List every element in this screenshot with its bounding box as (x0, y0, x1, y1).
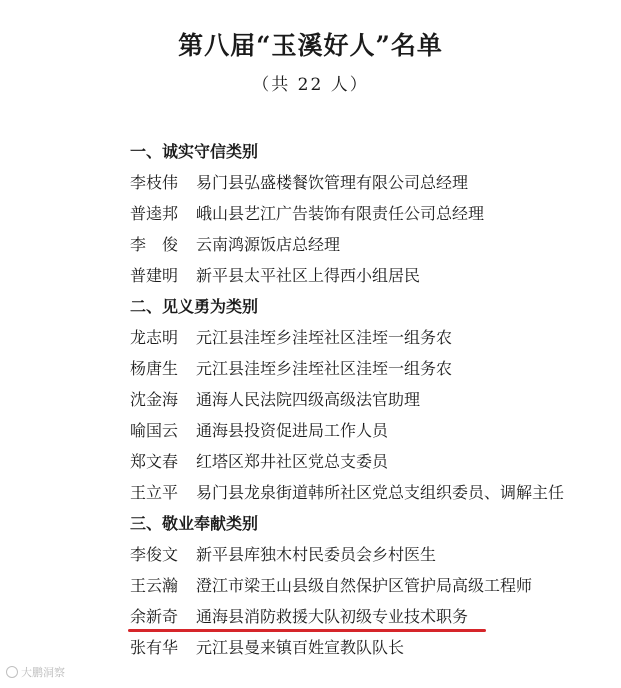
list-item (130, 415, 610, 446)
list-item (130, 353, 610, 384)
person-description: 通海县消防救援大队初级专业技术职务 (196, 607, 469, 626)
person-name: 王云瀚 (130, 576, 179, 595)
section-heading-honesty: 一、诚实守信类别 (130, 142, 259, 161)
person-description: 新平县库独木村民委员会乡村医生 (196, 545, 437, 564)
list-item (130, 260, 610, 291)
person-name: 杨唐生 (130, 359, 179, 378)
section-heading-dedication: 三、敬业奉献类别 (130, 514, 259, 533)
person-name: 普建明 (130, 266, 179, 285)
list-item-highlighted (130, 601, 610, 632)
person-name: 李 俊 (130, 235, 179, 254)
person-description: 元江县洼垤乡洼垤社区洼垤一组务农 (196, 359, 453, 378)
page-title: 第八届“玉溪好人”名单 (178, 31, 443, 60)
person-name: 李俊文 (130, 545, 179, 564)
list-item (130, 167, 610, 198)
list-item (130, 384, 610, 415)
list-item (130, 322, 610, 353)
person-description: 澄江市梁王山县级自然保护区管护局高级工程师 (196, 576, 533, 595)
list-item (130, 632, 610, 663)
person-name: 余新奇 (130, 607, 179, 626)
list-item (130, 229, 610, 260)
person-description: 通海人民法院四级高级法官助理 (196, 390, 421, 409)
watermark-logo-icon (6, 666, 18, 678)
person-description: 通海县投资促进局工作人员 (196, 421, 389, 440)
person-name: 王立平 (130, 483, 179, 502)
person-description: 云南鸿源饭店总经理 (196, 235, 341, 254)
person-description: 元江县洼垤乡洼垤社区洼垤一组务农 (196, 328, 453, 347)
person-description: 峨山县艺江广告装饰有限责任公司总经理 (196, 204, 485, 223)
list-item (130, 477, 610, 508)
list-item (130, 198, 610, 229)
person-description: 易门县弘盛楼餐饮管理有限公司总经理 (196, 173, 469, 192)
list-item (130, 539, 610, 570)
person-description: 红塔区郑井社区党总支委员 (196, 452, 389, 471)
person-name: 郑文春 (130, 452, 179, 471)
name-list (130, 136, 610, 663)
person-description: 元江县曼来镇百姓宣教队队长 (196, 638, 405, 657)
list-item (130, 446, 610, 477)
page-subtitle: （共 22 人） (252, 75, 369, 95)
section-heading-bravery: 二、见义勇为类别 (130, 297, 259, 316)
person-description: 易门县龙泉街道韩所社区党总支组织委员、调解主任 (196, 483, 565, 502)
red-underline-annotation (128, 629, 486, 632)
person-name: 李枝伟 (130, 173, 179, 192)
watermark (6, 664, 65, 680)
person-name: 喻国云 (130, 421, 179, 440)
person-name: 张有华 (130, 638, 179, 657)
person-name: 龙志明 (130, 328, 179, 347)
person-description: 新平县太平社区上得西小组居民 (196, 266, 421, 285)
list-item (130, 570, 610, 601)
watermark-text: 大鹏洞察 (21, 666, 65, 679)
person-name: 普逵邦 (130, 204, 179, 223)
person-name: 沈金海 (130, 390, 179, 409)
